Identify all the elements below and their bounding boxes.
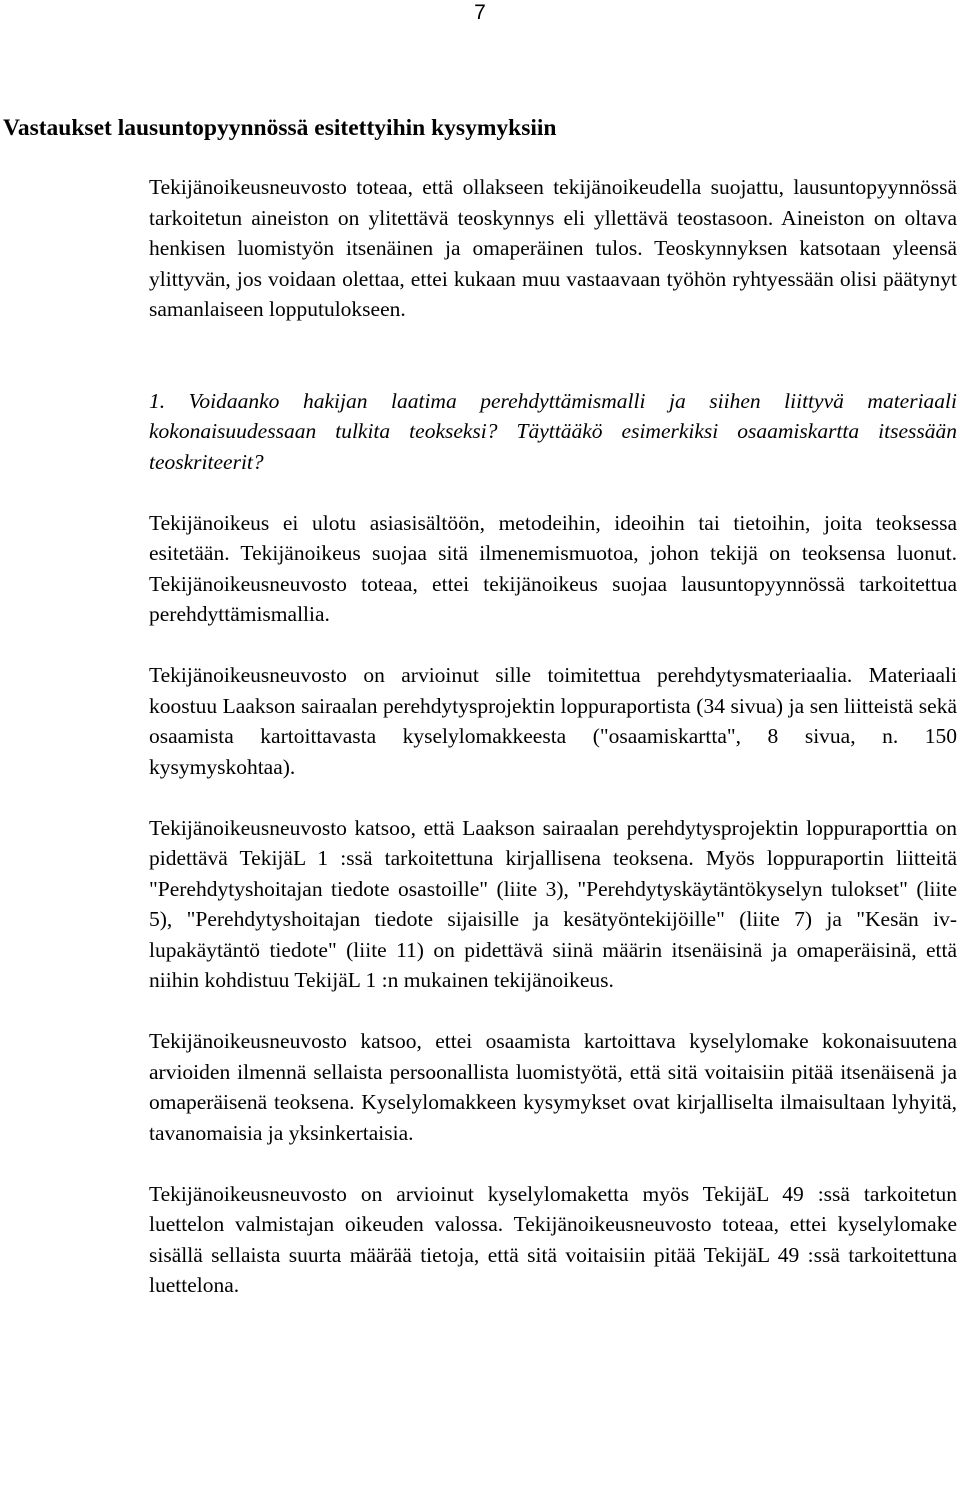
answer-paragraph-1: Tekijänoikeus ei ulotu asiasisältöön, metodeihin, ideoihin tai tietoihin, joita teoksessa esitetään. Tekijänoikeus suojaa sitä ilmenemismuotoa, johon tekijä on teoksensa luonut. Tekijänoikeusneuvosto toteaa, ettei tekijänoikeus suojaa lausuntopyynnössä tarkoitettua perehdyttämismallia.	[149, 510, 957, 626]
section-heading: Vastaukset lausuntopyynnössä esitettyihin kysymyksiin	[3, 115, 557, 141]
answer-paragraph-4: Tekijänoikeusneuvosto katsoo, ettei osaamista kartoittava kyselylomake kokonaisuutena arvioiden ilmennä sellaista persoonallista luomistyötä, että sitä voitaisiin pitää itsenäisenä ja omaperäisenä teoksena. Kyselylomakkeen kysymykset ovat kirjalliselta ilmaisultaan lyhyitä, tavanomaisia ja yksinkertaisia.	[149, 1029, 957, 1145]
question-paragraph: 1. Voidaanko hakijan laatima perehdyttämismalli ja siihen liittyvä materiaali kokonaisuudessaan tulkita teokseksi? Täyttääkö esimerkiksi osaamiskartta itsessään teoskriteerit?	[149, 388, 957, 474]
answer-paragraph-2: Tekijänoikeusneuvosto on arvioinut sille toimitettua perehdytysmateriaalia. Materiaali koostuu Laakson sairaalan perehdytysprojektin loppuraportista (34 sivua) ja sen liitteistä sekä osaamista kartoittavasta kyselylomakkeesta ("osaamiskartta", 8 sivua, n. 150 kysymyskohtaa).	[149, 663, 957, 779]
intro-paragraph: Tekijänoikeusneuvosto toteaa, että ollakseen tekijänoikeudella suojattu, lausuntopyynnössä tarkoitetun aineiston on ylitettävä teoskynnys eli yllettävä teostasoon. Aineiston on oltava henkisen luomistyön itsenäinen ja omaperäinen tulos. Teoskynnyksen katsotaan yleensä ylittyvän, jos voidaan olettaa, ettei kukaan muu vastaavaan työhön ryhtyessään olisi päätynyt samanlaiseen lopputulokseen.	[149, 175, 957, 321]
answer-paragraph-3: Tekijänoikeusneuvosto katsoo, että Laakson sairaalan perehdytysprojektin loppuraporttia on pidettävä TekijäL 1 :ssä tarkoitettuna kirjallisena teoksena. Myös loppuraportin liitteitä "Perehdytyshoitajan tiedote osastoille" (liite 3), "Perehdytyskäytäntökyselyn tulokset" (liite 5), "Perehdytyshoitajan tiedote sijaisille ja kesätyöntekijöille" (liite 7) ja "Kesän iv-lupakäytäntö tiedote" (liite 11) on pidettävä siinä määrin itsenäisinä ja omaperäisinä, että niihin kohdistuu TekijäL 1 :n mukainen tekijänoikeus.	[149, 815, 957, 992]
document-body	[149, 172, 957, 1331]
answer-paragraph-5: Tekijänoikeusneuvosto on arvioinut kyselylomaketta myös TekijäL 49 :ssä tarkoitetun luettelon valmistajan oikeuden valossa. Tekijänoikeusneuvosto toteaa, ettei kyselylomake sisällä sellaista suurta määrää tietoja, että sitä voitaisiin pitää TekijäL 49 :ssä tarkoitettuna luettelona.	[149, 1181, 957, 1297]
page-number: 7	[474, 1, 486, 24]
